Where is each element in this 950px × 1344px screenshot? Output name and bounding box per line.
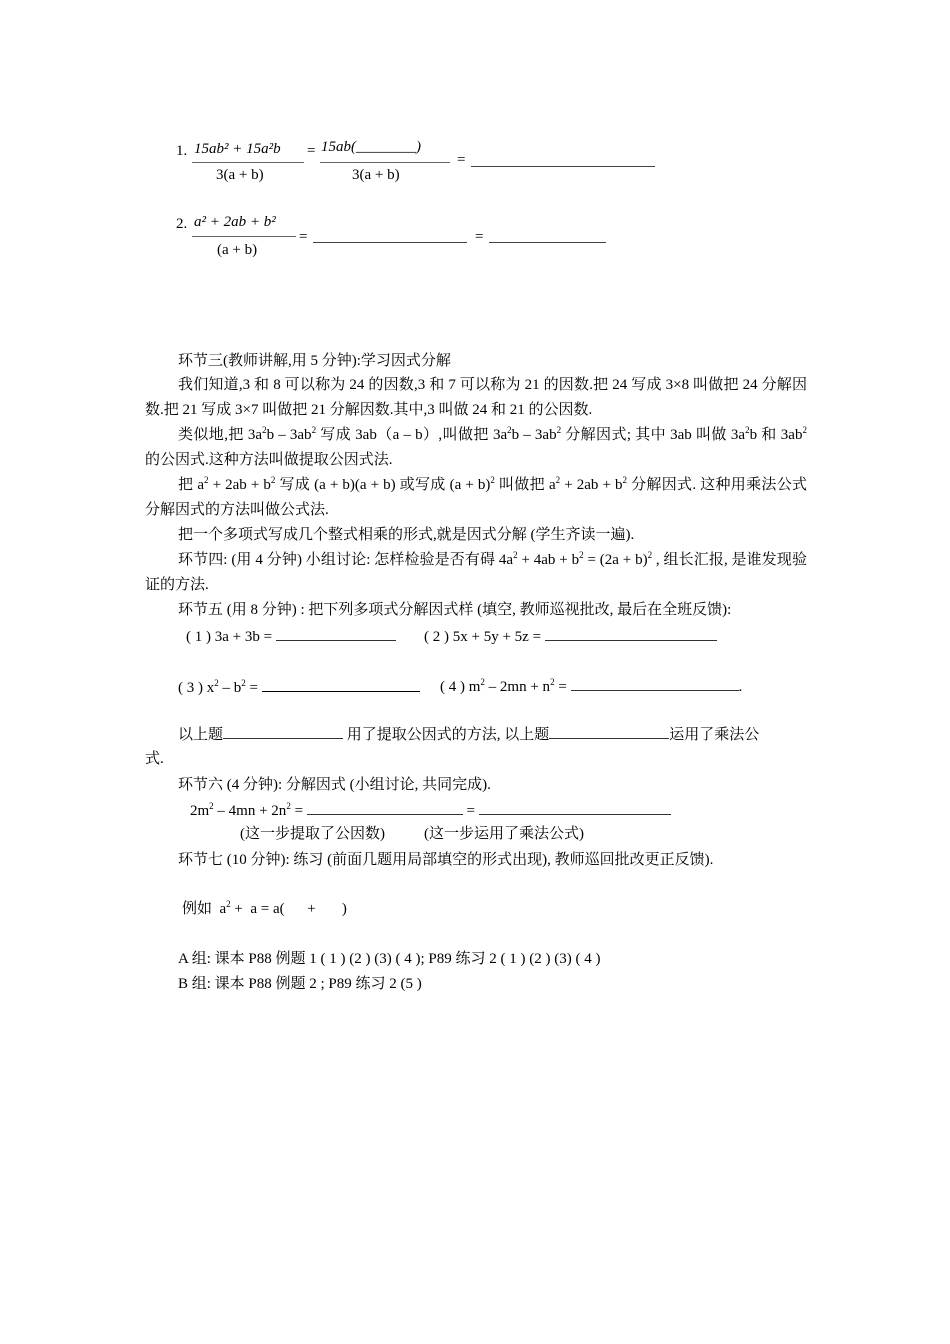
- exercise-4: [440, 676, 742, 697]
- section6-blank-2[interactable]: [479, 800, 671, 815]
- section6-title: 环节六 (4 分钟): 分解因式 (小组讨论, 共同完成).: [178, 777, 491, 793]
- answer-blank[interactable]: [471, 166, 655, 167]
- summary-text: 运用了乘法公: [669, 727, 760, 743]
- section3-paragraph-factors: 我们知道,3 和 8 可以称为 24 的因数,3 和 7 可以称为 21 的因数.把 24 写成 3×8 叫做把 24 分解因数.把 21 写成 3×7 叫做把 21 分解因数.其中,3 叫做 24 和 21 的公因数.: [145, 377, 807, 418]
- formula1-frac2-numerator: 15ab(________): [321, 139, 421, 155]
- section3-paragraph-formula-method: 把 $a^2 + 2ab + b^2$ 写成 (a + b)(a + b) 或写成 $(a + b)^2$ 叫做把 $a^2 + 2ab + b^2$ 分解因式. 这种用乘法公式分解因式的方法叫做公式法.: [145, 475, 808, 518]
- formula1-frac1-numerator: 15ab² + 15a²b: [194, 141, 281, 157]
- fraction-bar: [192, 236, 296, 237]
- section3-paragraph-common-factor: 类似地,把 $3a^2b - 3ab^2$ 写成 3ab（a – b）,叫做把 $3a^2b - 3ab^2$ 分解因式; 其中 3ab 叫做 $3a^2b$ 和 $3ab^2$ 的公因式.这种方法叫做提取公因式法.: [145, 425, 807, 468]
- formula1-frac1-denominator: 3(a + b): [216, 167, 264, 183]
- summary-text: 以上题: [178, 727, 224, 743]
- section7-group-a: A 组: 课本 P88 例题 1 ( 1 ) (2 ) (3) ( 4 ); P89 练习 2 ( 1 ) (2 ) (3) ( 4 ): [178, 951, 601, 967]
- section6-expression: [190, 800, 671, 821]
- formula2-denominator: (a + b): [217, 242, 258, 258]
- section7-example: 例如 $a^2 + a = a$( + ): [182, 899, 347, 917]
- formula1-frac2-denominator: 3(a + b): [352, 167, 400, 183]
- section4-discussion: 环节四: (用 4 分钟) 小组讨论: 怎样检验是否有碍 $4a^2 + 4ab + b^2 = (2a + b)^2$ , 组长汇报, 是谁发现验证的方法.: [145, 550, 807, 593]
- formula1-equals: =: [307, 143, 316, 159]
- exercise-1-label: ( 1 ) 3a + 3b =: [186, 629, 273, 645]
- exercise-4-period: .: [738, 679, 743, 695]
- exercise-1-blank[interactable]: [276, 626, 396, 641]
- section3-title: 环节三(教师讲解,用 5 分钟):学习因式分解: [178, 353, 451, 369]
- exercise-2: [424, 626, 717, 647]
- section5-title: 环节五 (用 8 分钟) : 把下列多项式分解因式样 (填空, 教师巡视批改, 最后在全班反馈):: [178, 602, 732, 618]
- summary-text: 用了提取公因式的方法, 以上题: [346, 727, 550, 743]
- answer-blank[interactable]: [489, 242, 606, 243]
- section6-expression-label: $2m^2 - 4mn + 2n^2$ =: [190, 801, 304, 819]
- answer-blank[interactable]: [313, 242, 467, 243]
- formula1-equals-2: =: [457, 152, 466, 168]
- section3-definition: 把一个多项式写成几个整式相乘的形式,就是因式分解 (学生齐读一遍).: [178, 527, 635, 543]
- section7-group-b: B 组: 课本 P88 例题 2 ; P89 练习 2 (5 ): [178, 976, 422, 992]
- formula1-number: 1.: [176, 143, 188, 159]
- fraction-bar: [320, 162, 450, 163]
- section6-blank-1[interactable]: [307, 800, 463, 815]
- exercise-4-label: ( 4 ) $m^2 - 2mn + n^2$ =: [440, 677, 567, 695]
- exercise-3-blank[interactable]: [262, 676, 420, 692]
- fraction-bar: [192, 162, 304, 163]
- formula2-number: 2.: [176, 216, 188, 232]
- section6-note-formula: (这一步运用了乘法公式): [424, 826, 584, 842]
- section5-summary-line: [178, 724, 759, 745]
- exercise-2-blank[interactable]: [545, 626, 717, 641]
- summary-blank-2[interactable]: [549, 724, 669, 739]
- section6-note-common-factor: (这一步提取了公因数): [240, 826, 385, 842]
- section7-title: 环节七 (10 分钟): 练习 (前面几题用局部填空的形式出现), 教师巡回批改更正反馈).: [178, 852, 714, 868]
- formula2-equals: =: [299, 229, 308, 245]
- exercise-2-label: ( 2 ) 5x + 5y + 5z =: [424, 629, 542, 645]
- formula2-equals-2: =: [475, 229, 484, 245]
- exercise-3-label: ( 3 ) $x^2 - b^2$ =: [178, 678, 258, 696]
- formula2-numerator: a² + 2ab + b²: [194, 214, 276, 230]
- exercise-3: [178, 676, 420, 698]
- section5-summary-end: 式.: [145, 751, 164, 767]
- section6-equals: =: [466, 803, 475, 819]
- summary-blank-1[interactable]: [223, 724, 343, 739]
- exercise-4-blank[interactable]: [571, 676, 739, 691]
- exercise-1: [186, 626, 396, 647]
